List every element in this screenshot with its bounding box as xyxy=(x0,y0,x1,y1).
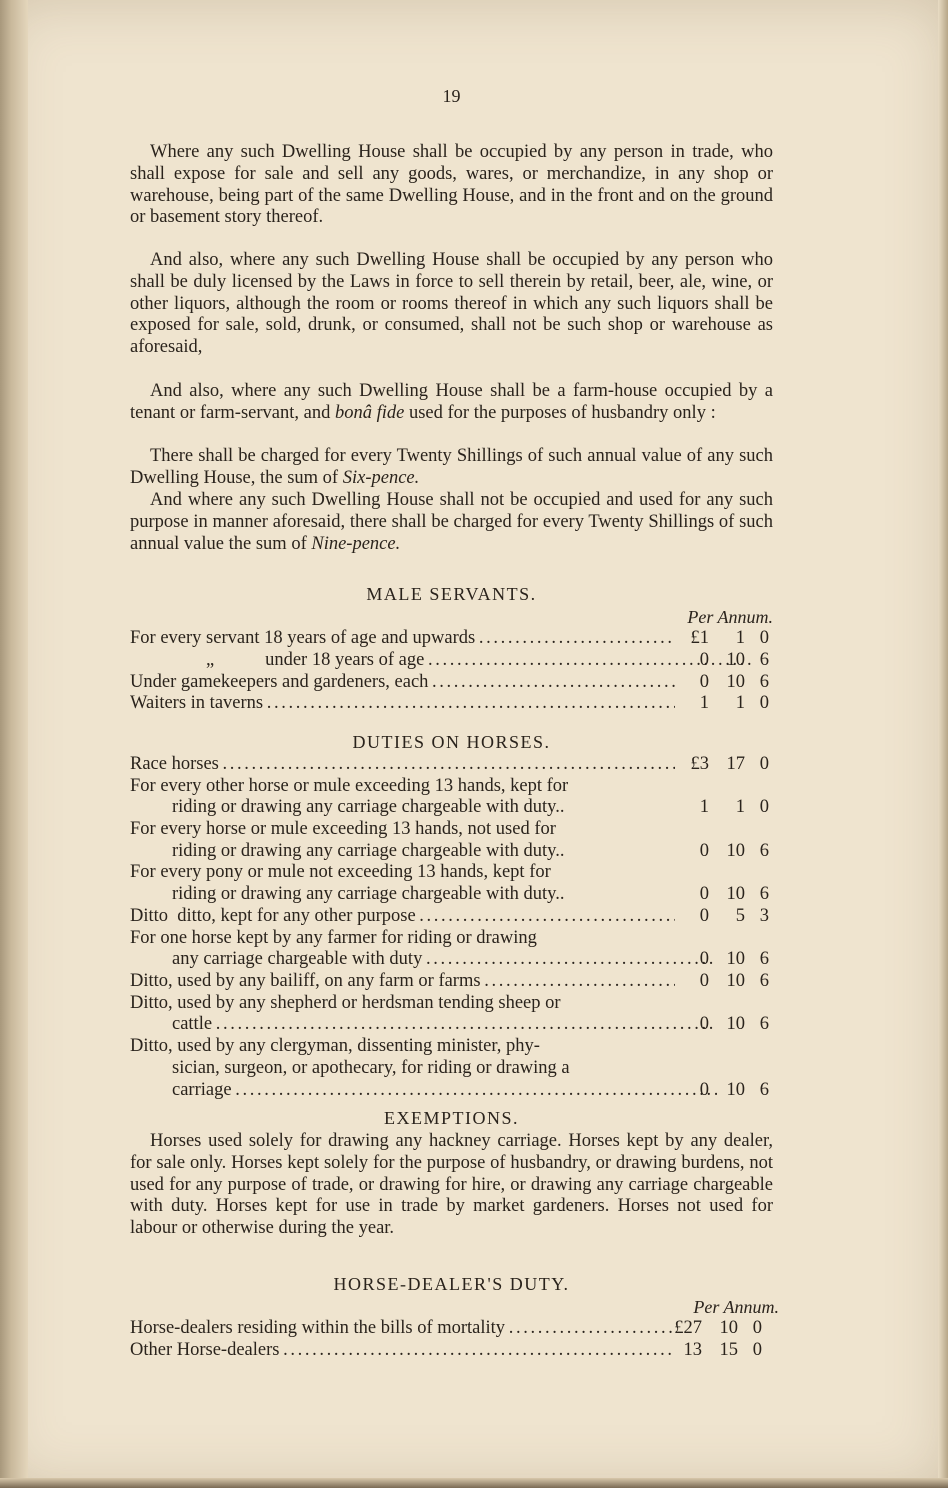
row-description-continued: riding or drawing any carriage chargeable with duty.. xyxy=(172,841,565,861)
page-bottom-edge xyxy=(0,1478,948,1488)
amount-pounds: 0 xyxy=(699,906,709,926)
row-description: Under gamekeepers and gardeners, each xyxy=(130,672,429,692)
male-servants-per-annum: Per Annum. xyxy=(687,607,773,627)
intro-paragraph-3-text-b: used for the purposes of husbandry only : xyxy=(404,402,716,423)
row-description-continued: riding or drawing any carriage chargeable with duty.. xyxy=(172,884,565,904)
amount-shillings: 1 xyxy=(735,797,745,817)
amount-pounds: 13 xyxy=(683,1340,702,1360)
row-description: „ under 18 years of age xyxy=(206,650,425,670)
row-description: For every pony or mule not exceeding 13 hands, kept for xyxy=(130,862,551,882)
row-description-continued: riding or drawing any carriage chargeable with duty.. xyxy=(172,797,565,817)
amount-shillings: 15 xyxy=(719,1340,738,1360)
amount-shillings: 10 xyxy=(726,884,745,904)
amount-shillings: 10 xyxy=(726,672,745,692)
intro-paragraph-2: And also, where any such Dwelling House shall be occupied by any person who shall be duly licensed by the Laws in force to sell therein by retail, beer, ale, wine, or other liquors, although the room or rooms thereof in which any such liquors shall be exposed for sale, sold, drunk, or consumed, shall not be such shop or warehouse as aforesaid, xyxy=(130,250,773,358)
row-description: Waiters in taverns xyxy=(130,693,264,713)
intro-paragraph-4-italic: Six-pence. xyxy=(342,467,420,488)
amount-shillings: 10 xyxy=(726,1014,745,1034)
amount-shillings: 1 xyxy=(735,693,745,713)
amount-pounds: 0 xyxy=(699,949,709,969)
amount-pounds: 0 xyxy=(699,650,709,670)
amount-pence: 6 xyxy=(759,672,769,692)
horses-heading: DUTIES ON HORSES. xyxy=(352,732,551,752)
amount-pounds: 0 xyxy=(699,1080,709,1100)
amount-pounds: £1 xyxy=(690,628,709,648)
amount-pence: 0 xyxy=(752,1318,762,1338)
row-description-continued: any carriage chargeable with duty xyxy=(172,949,423,969)
amount-pence: 0 xyxy=(759,754,769,774)
amount-pence: 3 xyxy=(759,906,769,926)
amount-pounds: 0 xyxy=(699,884,709,904)
row-description-continued: sician, surgeon, or apothecary, for riding or drawing a xyxy=(172,1058,570,1078)
amount-pence: 6 xyxy=(759,971,769,991)
amount-pence: 6 xyxy=(759,949,769,969)
intro-paragraph-4 xyxy=(130,446,773,490)
exemptions-text: Horses used solely for drawing any hackney carriage. Horses kept by any dealer, for sale only. Horses kept solely for the purpose of husbandry, or drawing burdens, not used for any purpose of trade, or drawing for hire, or drawing any carriage chargeable with duty. Horses kept for use in trade by market gardeners. Horses not used for labour or otherwise during the year. xyxy=(130,1131,773,1239)
amount-pounds: 0 xyxy=(699,672,709,692)
intro-paragraph-3-italic: bonâ fide xyxy=(334,402,405,423)
amount-pence: 0 xyxy=(752,1340,762,1360)
amount-shillings: 10 xyxy=(726,650,745,670)
amount-shillings: 17 xyxy=(726,754,745,774)
amount-shillings: 10 xyxy=(719,1318,738,1338)
amount-pence: 0 xyxy=(759,797,769,817)
row-description: Horse-dealers residing within the bills of mortality xyxy=(130,1318,506,1338)
amount-pence: 6 xyxy=(759,841,769,861)
amount-pounds: £3 xyxy=(690,754,709,774)
page-number: 19 xyxy=(442,86,461,106)
row-description-continued: cattle xyxy=(172,1014,213,1034)
amount-pence: 0 xyxy=(759,628,769,648)
row-description-continued: carriage xyxy=(172,1080,232,1100)
amount-shillings: 10 xyxy=(726,1080,745,1100)
row-description: Ditto, used by any bailiff, on any farm or farms xyxy=(130,971,481,991)
row-description: For every servant 18 years of age and upwards xyxy=(130,628,476,648)
amount-shillings: 5 xyxy=(735,906,745,926)
intro-paragraph-4-text: There shall be charged for every Twenty Shillings of such annual value of any such Dwelling House, the sum of xyxy=(130,446,773,488)
amount-pounds: £27 xyxy=(674,1318,702,1338)
amount-shillings: 10 xyxy=(726,949,745,969)
horse-dealer-per-annum: Per Annum. xyxy=(693,1297,779,1317)
amount-pounds: 1 xyxy=(699,693,709,713)
row-description: Other Horse-dealers xyxy=(130,1340,280,1360)
row-description: For every horse or mule exceeding 13 hands, not used for xyxy=(130,819,556,839)
intro-paragraph-3 xyxy=(130,381,773,425)
amount-pounds: 0 xyxy=(699,1014,709,1034)
amount-pence: 0 xyxy=(759,693,769,713)
exemptions-heading: EXEMPTIONS. xyxy=(383,1108,519,1128)
male-servants-heading: MALE SERVANTS. xyxy=(366,584,537,604)
intro-paragraph-3-text-a: And also, where any such Dwelling House shall be a farm-house occupied by a tenant or farm-servant, and xyxy=(130,381,773,423)
amount-pence: 6 xyxy=(759,1014,769,1034)
amount-pence: 6 xyxy=(759,650,769,670)
amount-pounds: 1 xyxy=(699,797,709,817)
intro-paragraph-5-italic: Nine-pence. xyxy=(311,533,401,554)
amount-pounds: 0 xyxy=(699,841,709,861)
page-right-edge xyxy=(938,0,948,1488)
amount-pounds: 0 xyxy=(699,971,709,991)
amount-shillings: 1 xyxy=(735,628,745,648)
row-description: Ditto ditto, kept for any other purpose xyxy=(130,906,416,926)
amount-pence: 6 xyxy=(759,1080,769,1100)
amount-shillings: 10 xyxy=(726,841,745,861)
amount-shillings: 10 xyxy=(726,971,745,991)
intro-paragraph-5 xyxy=(130,490,773,555)
row-description: For one horse kept by any farmer for riding or drawing xyxy=(130,928,537,948)
row-description: Ditto, used by any clergyman, dissenting minister, phy- xyxy=(130,1036,540,1056)
intro-paragraph-1: Where any such Dwelling House shall be occupied by any person in trade, who shall expose for sale and sell any goods, wares, or merchandize, in any shop or warehouse, being part of the same Dwelling House, and in the front and on the ground or basement story thereof. xyxy=(130,142,773,228)
page-gutter xyxy=(0,0,28,1488)
horse-dealer-heading: HORSE-DEALER'S DUTY. xyxy=(333,1274,570,1294)
amount-pence: 6 xyxy=(759,884,769,904)
row-description: Race horses xyxy=(130,754,219,774)
row-description: Ditto, used by any shepherd or herdsman tending sheep or xyxy=(130,993,561,1013)
row-description: For every other horse or mule exceeding 13 hands, kept for xyxy=(130,776,569,796)
intro-paragraph-5-text: And where any such Dwelling House shall not be occupied and used for any such purpose in manner aforesaid, there shall be charged for every Twenty Shillings of such annual value the sum of xyxy=(130,490,773,554)
